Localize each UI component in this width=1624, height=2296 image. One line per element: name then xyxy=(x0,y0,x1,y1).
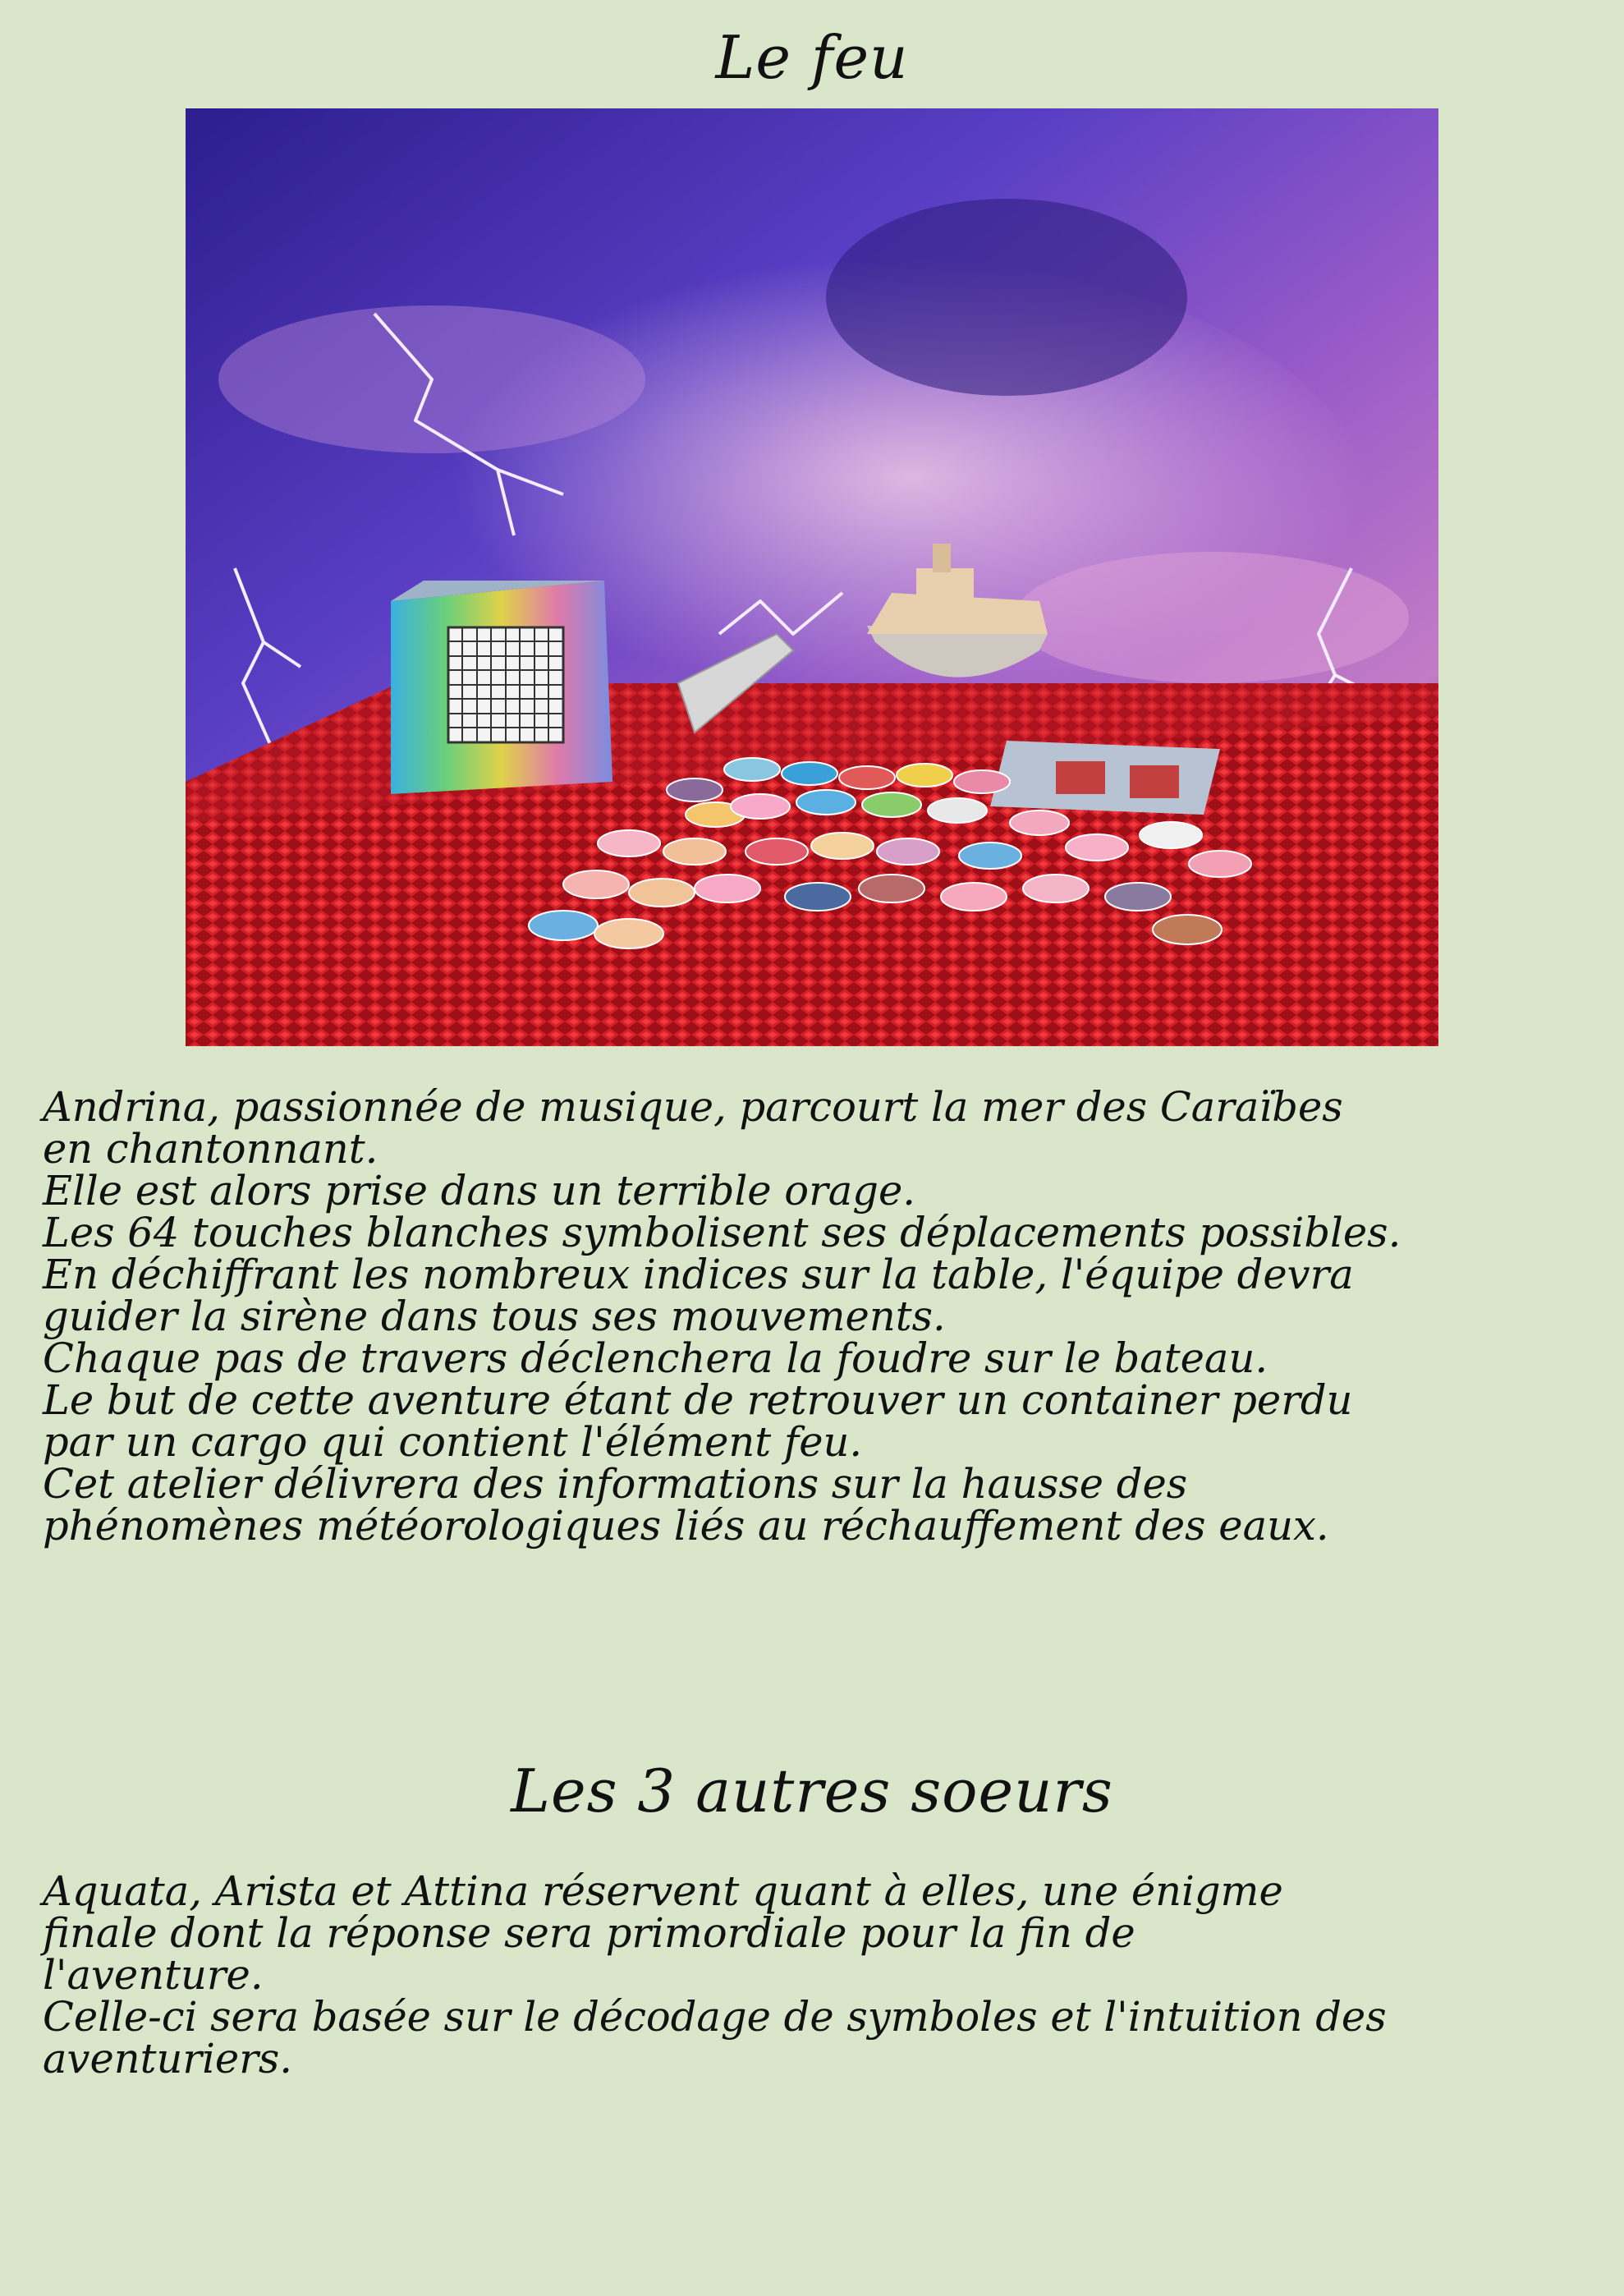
text-line: Les 64 touches blanches symbolisent ses déplacements possibles. xyxy=(43,1209,1402,1256)
text-line: Andrina, passionnée de musique, parcourt la mer des Caraïbes xyxy=(43,1083,1343,1131)
text-line: en chantonnant. xyxy=(43,1125,378,1173)
section-title-fire: Le feu xyxy=(715,23,909,92)
text-line: Aquata, Arista et Attina réservent quant à elles, une énigme xyxy=(43,1867,1283,1915)
text-line: Elle est alors prise dans un terrible orage. xyxy=(43,1167,915,1215)
photo-illustration xyxy=(186,108,1438,1046)
text-line: aventuriers. xyxy=(43,2035,293,2082)
text-line: Chaque pas de travers déclenchera la foudre sur le bateau. xyxy=(43,1334,1268,1382)
text-line: l'aventure. xyxy=(43,1951,264,1999)
section-title-sisters: Les 3 autres soeurs xyxy=(511,1756,1113,1825)
sisters-description xyxy=(43,1867,1603,2082)
grid-box xyxy=(391,581,612,794)
game-table-photo xyxy=(186,108,1438,1046)
text-line: Celle-ci sera basée sur le décodage de symboles et l'intuition des xyxy=(43,1993,1387,2041)
text-line: guider la sirène dans tous ses mouvements. xyxy=(43,1293,946,1340)
text-line: Le but de cette aventure étant de retrouver un container perdu xyxy=(43,1376,1353,1424)
text-line: Cet atelier délivrera des informations sur la hausse des xyxy=(43,1460,1188,1508)
text-line: phénomènes météorologiques liés au réchauffement des eaux. xyxy=(43,1502,1329,1550)
text-line: finale dont la réponse sera primordiale pour la fin de xyxy=(43,1909,1135,1957)
text-line: par un cargo qui contient l'élément feu. xyxy=(43,1418,863,1466)
fire-description xyxy=(43,1083,1603,1550)
text-line: En déchiffrant les nombreux indices sur la table, l'équipe devra xyxy=(43,1251,1354,1298)
